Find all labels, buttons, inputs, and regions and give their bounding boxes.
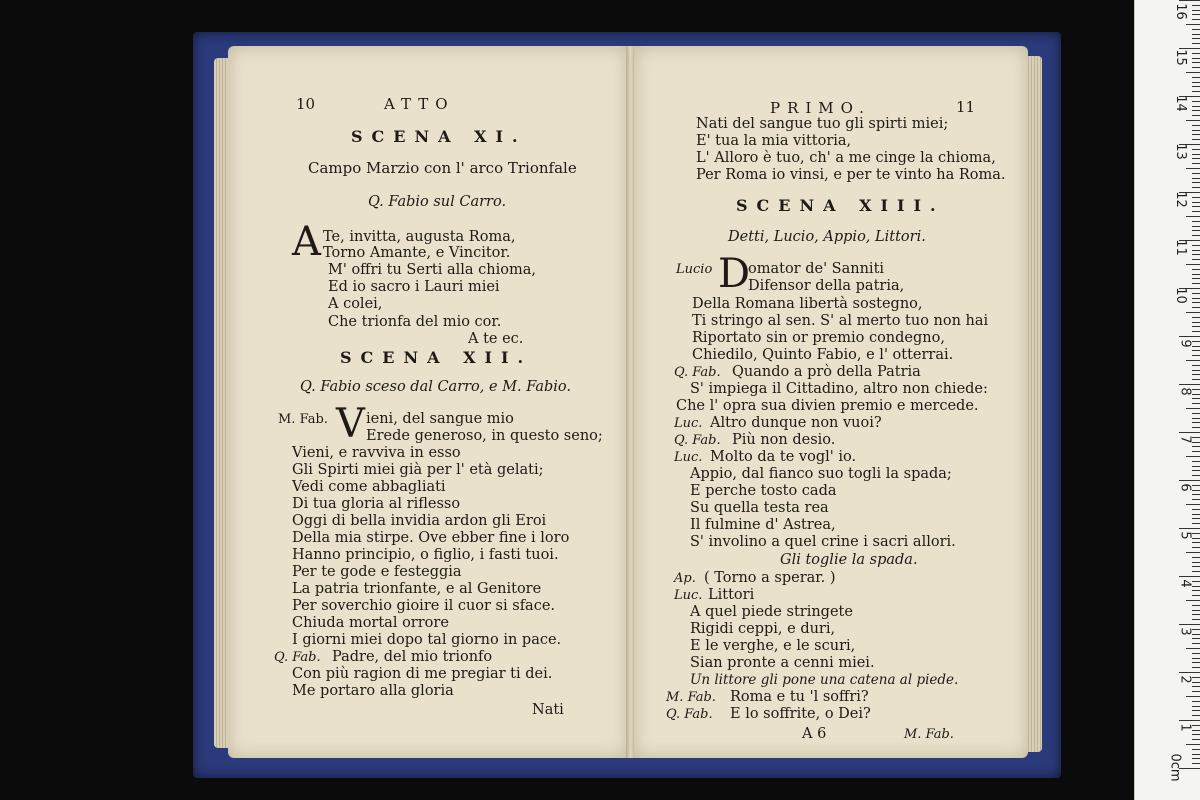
verse-line: Padre, del mio trionfo — [332, 649, 493, 665]
verse-line: Erede generoso, in questo seno; — [366, 428, 603, 444]
speaker-label: Ap. — [674, 571, 696, 586]
ruler-number: 8 — [1177, 387, 1193, 396]
ruler-number: 11 — [1173, 239, 1189, 256]
ruler-tick — [1192, 590, 1200, 591]
ruler-tick — [1192, 763, 1200, 764]
ruler-tick — [1192, 202, 1200, 203]
ruler-tick — [1192, 379, 1200, 380]
ruler-tick — [1192, 682, 1200, 683]
ruler-tick — [1192, 326, 1200, 327]
ruler-tick — [1192, 254, 1200, 255]
ruler-number: 2 — [1177, 675, 1193, 684]
ruler-number: 9 — [1177, 339, 1193, 348]
ruler-tick — [1192, 259, 1200, 260]
ruler-tick — [1192, 274, 1200, 275]
ruler-tick — [1192, 197, 1200, 198]
page-edges-right — [1026, 56, 1042, 752]
ruler-tick — [1192, 562, 1200, 563]
verse-line: Quando a prò della Patria — [732, 364, 921, 380]
scene-title: SCENA XI. — [351, 127, 527, 146]
ruler-tick — [1192, 557, 1200, 558]
verse-line: Più non desio. — [732, 432, 836, 448]
speaker-label: Luc. — [674, 416, 703, 431]
ruler-number: 6 — [1177, 483, 1193, 492]
ruler-tick — [1192, 638, 1200, 639]
ruler-tick — [1192, 691, 1200, 692]
ruler-tick — [1192, 398, 1200, 399]
verse-line: Per soverchio gioire il cuor si sface. — [292, 598, 556, 614]
ruler-tick — [1192, 154, 1200, 155]
ruler-tick — [1192, 394, 1200, 395]
verse-line: Torno Amante, e Vincitor. — [323, 245, 511, 261]
verse-line: A te ec. — [468, 331, 524, 347]
ruler-tick — [1192, 701, 1200, 702]
ruler-number: 13 — [1173, 143, 1189, 160]
ruler-tick — [1192, 605, 1200, 606]
running-head: ATTO — [384, 95, 455, 113]
speaker-label: M. Fab. — [666, 690, 716, 705]
ruler-tick — [1192, 389, 1200, 390]
scene-setting: Campo Marzio con l' arco Trionfale — [308, 159, 577, 177]
ruler-tick — [1192, 115, 1200, 116]
ruler-tick — [1192, 754, 1200, 755]
verse-line: E le verghe, e le scuri, — [690, 638, 856, 654]
catchword: M. Fab. — [904, 727, 954, 742]
speaker-label: Q. Fab. — [274, 650, 321, 665]
ruler-tick — [1179, 720, 1200, 721]
ruler-tick — [1192, 538, 1200, 539]
ruler-tick — [1192, 226, 1200, 227]
ruler-tick — [1192, 446, 1200, 447]
ruler-tick — [1192, 283, 1200, 284]
verse-line: E perche tosto cada — [690, 483, 837, 499]
ruler-tick — [1192, 67, 1200, 68]
ruler-tick — [1192, 211, 1200, 212]
verse-line: Ed io sacro i Lauri miei — [328, 279, 500, 295]
ruler-tick — [1186, 600, 1200, 601]
speaker-label: Lucio — [676, 262, 713, 277]
ruler-tick — [1192, 158, 1200, 159]
verse-line: Chiuda mortal orrore — [292, 615, 449, 631]
verse-line: La patria trionfante, e al Genitore — [292, 581, 542, 597]
ruler-tick — [1192, 77, 1200, 78]
ruler-tick — [1192, 686, 1200, 687]
verse-line: Vieni, e ravviva in esso — [292, 445, 461, 461]
stage-direction: Un littore gli pone una catena al piede. — [690, 672, 959, 688]
ruler-number: 10 — [1173, 287, 1189, 304]
ruler-tick — [1186, 168, 1200, 169]
verse-line: Il fulmine d' Astrea, — [690, 517, 836, 533]
verse-line: Me portaro alla gloria — [292, 683, 454, 699]
ruler-tick — [1192, 250, 1200, 251]
catchword: Nati — [532, 702, 564, 718]
ruler-tick — [1186, 744, 1200, 745]
ruler-tick — [1192, 614, 1200, 615]
ruler-number: 0cm — [1167, 753, 1183, 782]
ruler-tick — [1192, 610, 1200, 611]
ruler-tick — [1186, 216, 1200, 217]
ruler-tick — [1192, 658, 1200, 659]
ruler-tick — [1192, 422, 1200, 423]
verse-line: A quel piede stringete — [690, 604, 853, 620]
ruler-tick — [1192, 518, 1200, 519]
ruler-tick — [1192, 667, 1200, 668]
ruler-tick — [1192, 298, 1200, 299]
drop-cap: A — [292, 219, 321, 265]
verse-line: Riportato sin or premio condegno, — [692, 330, 945, 346]
verse-line: Per te gode e festeggia — [292, 564, 462, 580]
verse-line: L' Alloro è tuo, ch' a me cinge la chioma, — [696, 150, 996, 166]
speaker-label: Q. Fab. — [674, 365, 721, 380]
verse-line: Hanno principio, o figlio, i fasti tuoi. — [292, 547, 559, 563]
ruler-tick — [1192, 43, 1200, 44]
ruler-tick — [1192, 370, 1200, 371]
ruler-tick — [1192, 91, 1200, 92]
ruler-tick — [1192, 739, 1200, 740]
ruler-tick — [1192, 427, 1200, 428]
ruler-tick — [1192, 706, 1200, 707]
ruler-tick — [1192, 245, 1200, 246]
verse-line: Rigidi ceppi, e duri, — [690, 621, 836, 637]
ruler-tick — [1192, 53, 1200, 54]
ruler-tick — [1192, 485, 1200, 486]
ruler-tick — [1192, 149, 1200, 150]
ruler-tick — [1192, 331, 1200, 332]
verse-line: Ti stringo al sen. S' al merto tuo non hai — [692, 313, 989, 329]
ruler-tick — [1192, 566, 1200, 567]
ruler-number: 16 — [1173, 3, 1189, 20]
ruler-tick — [1192, 86, 1200, 87]
verse-line: Gli Spirti miei già per l' età gelati; — [292, 462, 544, 478]
ruler-tick — [1192, 710, 1200, 711]
verse-line: Te, invitta, augusta Roma, — [323, 229, 516, 245]
ruler-tick — [1186, 72, 1200, 73]
stage-direction: Gli toglie la spada. — [780, 552, 918, 568]
ruler-tick — [1192, 413, 1200, 414]
scene-characters: Detti, Lucio, Appio, Littori. — [728, 229, 926, 245]
ruler-tick — [1192, 110, 1200, 111]
ruler-tick — [1192, 365, 1200, 366]
ruler-tick — [1186, 696, 1200, 697]
verse-line: M' offri tu Serti alla chioma, — [328, 262, 536, 278]
speaker-label: Q. Fab. — [674, 433, 721, 448]
ruler-tick — [1192, 571, 1200, 572]
ruler-tick — [1192, 533, 1200, 534]
ruler-tick — [1179, 480, 1200, 481]
ruler-tick — [1192, 634, 1200, 635]
page-number: 10 — [296, 95, 316, 113]
verse-line: Roma e tu 'l soffri? — [730, 689, 869, 705]
ruler-tick — [1186, 24, 1200, 25]
verse-line: Oggi di bella invidia ardon gli Eroi — [292, 513, 547, 529]
verse-line: S' involino a quel crine i sacri allori. — [690, 534, 956, 550]
ruler-tick — [1192, 62, 1200, 63]
verse-line: Sian pronte a cenni miei. — [690, 655, 875, 671]
ruler-tick — [1192, 163, 1200, 164]
ruler-tick — [1192, 494, 1200, 495]
ruler-tick — [1186, 120, 1200, 121]
ruler-tick — [1192, 403, 1200, 404]
ruler-tick — [1179, 624, 1200, 625]
ruler-tick — [1192, 758, 1200, 759]
ruler-tick — [1192, 29, 1200, 30]
ruler-tick — [1192, 5, 1200, 6]
ruler-tick — [1179, 576, 1200, 577]
scene-characters: Q. Fabio sceso dal Carro, e M. Fabio. — [300, 379, 571, 395]
ruler-tick — [1192, 302, 1200, 303]
ruler-tick — [1192, 130, 1200, 131]
ruler-tick — [1192, 466, 1200, 467]
ruler-tick — [1192, 139, 1200, 140]
ruler-tick — [1192, 461, 1200, 462]
ruler-tick — [1192, 350, 1200, 351]
verse-line: Littori — [708, 587, 755, 603]
verse-line: Della mia stirpe. Ove ebber fine i loro — [292, 530, 570, 546]
ruler-number: 14 — [1173, 95, 1189, 112]
scene-characters: Q. Fabio sul Carro. — [368, 194, 507, 210]
verse-line: Per Roma io vinsi, e per te vinto ha Roma. — [696, 167, 1006, 183]
page-number: 11 — [956, 98, 976, 116]
ruler-tick — [1192, 187, 1200, 188]
ruler-tick — [1192, 19, 1200, 20]
ruler-tick — [1192, 418, 1200, 419]
verse-line: Di tua gloria al riflesso — [292, 496, 461, 512]
ruler-tick — [1192, 293, 1200, 294]
right-page — [634, 46, 1028, 758]
measurement-ruler — [1134, 0, 1200, 800]
ruler-tick — [1192, 307, 1200, 308]
ruler-tick — [1192, 619, 1200, 620]
ruler-tick — [1186, 408, 1200, 409]
verse-line: ( Torno a sperar. ) — [704, 570, 836, 586]
ruler-tick — [1192, 490, 1200, 491]
ruler-tick — [1192, 730, 1200, 731]
ruler-tick — [1192, 595, 1200, 596]
ruler-tick — [1186, 360, 1200, 361]
left-page — [228, 46, 628, 758]
verse-line: Che l' opra sua divien premio e mercede. — [676, 398, 979, 414]
ruler-tick — [1192, 82, 1200, 83]
ruler-tick — [1192, 230, 1200, 231]
ruler-number: 4 — [1177, 579, 1193, 588]
ruler-number: 1 — [1177, 723, 1193, 732]
ruler-tick — [1192, 125, 1200, 126]
ruler-tick — [1192, 38, 1200, 39]
verse-line: E' tua la mia vittoria, — [696, 133, 852, 149]
ruler-tick — [1192, 346, 1200, 347]
ruler-tick — [1192, 581, 1200, 582]
ruler-number: 12 — [1173, 191, 1189, 208]
verse-line: ieni, del sangue mio — [366, 411, 514, 427]
ruler-tick — [1192, 269, 1200, 270]
verse-line: Della Romana libertà sostegno, — [692, 296, 923, 312]
verse-line: Appio, dal fianco suo togli la spada; — [690, 466, 952, 482]
ruler-tick — [1186, 648, 1200, 649]
drop-cap: D — [718, 251, 751, 297]
ruler-tick — [1192, 499, 1200, 500]
ruler-tick — [1192, 734, 1200, 735]
verse-line: Con più ragion di me pregiar ti dei. — [292, 666, 553, 682]
ruler-tick — [1186, 456, 1200, 457]
ruler-tick — [1192, 725, 1200, 726]
ruler-tick — [1192, 715, 1200, 716]
verse-line: Chiedilo, Quinto Fabio, e l' otterrai. — [692, 347, 954, 363]
ruler-tick — [1186, 264, 1200, 265]
ruler-tick — [1192, 34, 1200, 35]
verse-line: Molto da te vogl' io. — [710, 449, 857, 465]
signature-mark: A 6 — [802, 726, 827, 742]
ruler-tick — [1192, 101, 1200, 102]
ruler-tick — [1179, 528, 1200, 529]
ruler-tick — [1179, 336, 1200, 337]
verse-line: Nati del sangue tuo gli spirti miei; — [696, 116, 949, 132]
verse-line: S' impiega il Cittadino, altro non chiede: — [690, 381, 988, 397]
ruler-tick — [1192, 341, 1200, 342]
ruler-number: 15 — [1173, 49, 1189, 66]
ruler-tick — [1192, 206, 1200, 207]
ruler-tick — [1192, 134, 1200, 135]
ruler-tick — [1192, 475, 1200, 476]
ruler-tick — [1192, 14, 1200, 15]
verse-line: E lo soffrite, o Dei? — [730, 706, 871, 722]
ruler-tick — [1192, 278, 1200, 279]
ruler-tick — [1192, 10, 1200, 11]
ruler-tick — [1192, 322, 1200, 323]
ruler-tick — [1179, 432, 1200, 433]
verse-line: Difensor della patria, — [748, 278, 905, 294]
ruler-tick — [1192, 182, 1200, 183]
scene-title: SCENA XII. — [340, 348, 533, 367]
verse-line: Che trionfa del mio cor. — [328, 314, 502, 330]
ruler-tick — [1192, 629, 1200, 630]
verse-line: Altro dunque non vuoi? — [710, 415, 882, 431]
ruler-tick — [1192, 442, 1200, 443]
ruler-tick — [1192, 542, 1200, 543]
ruler-tick — [1192, 586, 1200, 587]
verse-line: Vedi come abbagliati — [292, 479, 446, 495]
verse-line: A colei, — [328, 296, 383, 312]
ruler-number: 3 — [1177, 627, 1193, 636]
ruler-tick — [1192, 355, 1200, 356]
ruler-tick — [1192, 221, 1200, 222]
drop-cap: V — [336, 401, 365, 447]
ruler-tick — [1192, 451, 1200, 452]
ruler-number: 7 — [1177, 435, 1193, 444]
verse-line: omator de' Sanniti — [748, 261, 885, 277]
ruler-tick — [1192, 643, 1200, 644]
ruler-tick — [1192, 523, 1200, 524]
ruler-tick — [1186, 552, 1200, 553]
ruler-tick — [1192, 509, 1200, 510]
ruler-tick — [1192, 178, 1200, 179]
ruler-tick — [1192, 106, 1200, 107]
ruler-tick — [1192, 437, 1200, 438]
ruler-tick — [1192, 235, 1200, 236]
ruler-tick — [1179, 0, 1200, 1]
verse-line: I giorni miei dopo tal giorno in pace. — [292, 632, 562, 648]
verse-line: Su quella testa rea — [690, 500, 829, 516]
ruler-tick — [1192, 677, 1200, 678]
speaker-label: M. Fab. — [278, 412, 328, 427]
ruler-tick — [1192, 470, 1200, 471]
ruler-tick — [1179, 672, 1200, 673]
ruler-tick — [1186, 312, 1200, 313]
ruler-number: 5 — [1177, 531, 1193, 540]
speaker-label: Luc. — [674, 450, 703, 465]
ruler-tick — [1192, 653, 1200, 654]
ruler-tick — [1192, 374, 1200, 375]
ruler-tick — [1186, 504, 1200, 505]
ruler-tick — [1192, 749, 1200, 750]
running-head: PRIMO. — [770, 99, 871, 117]
scene-title: SCENA XIII. — [736, 196, 945, 215]
ruler-tick — [1192, 317, 1200, 318]
ruler-tick — [1192, 58, 1200, 59]
speaker-label: Q. Fab. — [666, 707, 713, 722]
ruler-tick — [1192, 662, 1200, 663]
ruler-tick — [1192, 547, 1200, 548]
ruler-tick — [1192, 173, 1200, 174]
speaker-label: Luc. — [674, 588, 703, 603]
ruler-tick — [1192, 514, 1200, 515]
ruler-tick — [1179, 384, 1200, 385]
